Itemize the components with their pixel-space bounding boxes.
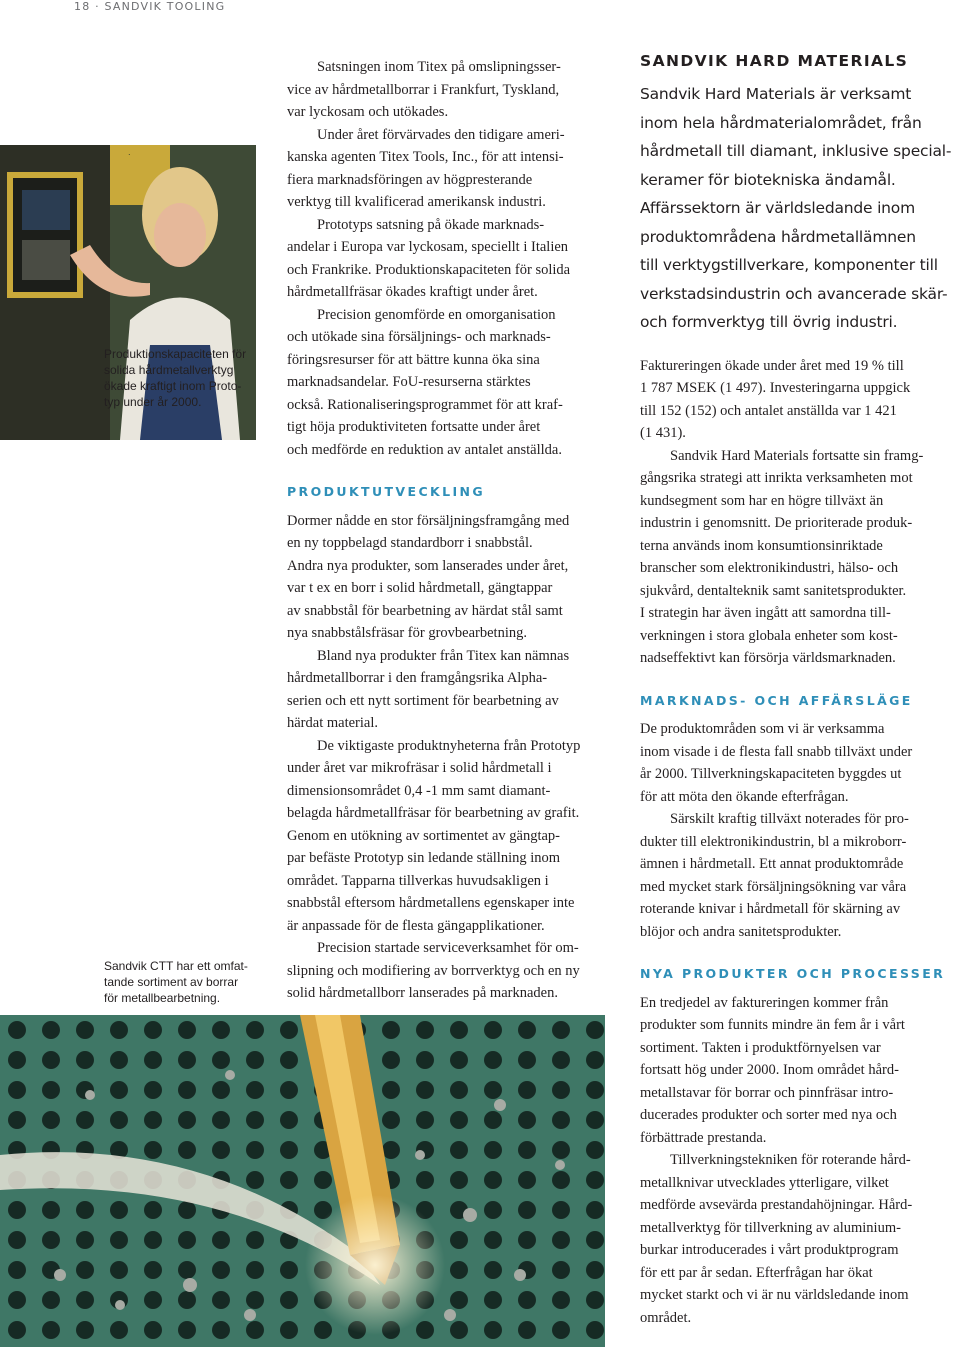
text-line: var t ex en borr i solid hårdmetall, gängtappar <box>287 580 553 596</box>
text-line: hårdmetallborrar i den framgångsrika Alpha- <box>287 670 548 686</box>
text-line: branscher som elektronikindustri, hälso- och <box>640 560 899 576</box>
section-title-sandvik-hard-materials: SANDVIK HARD MATERIALS <box>640 52 909 70</box>
text-line: En tredjedel av faktureringen kommer från <box>640 994 889 1011</box>
text-line: området. Tapparna tillverkas huvudsakligen i <box>287 872 549 889</box>
caption-line: typ under år 2000. <box>104 395 202 409</box>
text-line: Under året förvärvades den tidigare ameri- <box>317 126 565 143</box>
text-line: blöjor och andra sanitetsprodukter. <box>640 923 842 940</box>
text-line: förbättrade prestanda. <box>640 1129 767 1146</box>
section-heading-nya-produkter: NYA PRODUKTER OCH PROCESSER <box>640 966 946 981</box>
paragraph <box>640 355 956 445</box>
intro-line: inom hela hårdmaterialområdet, från <box>640 113 922 132</box>
text-line: med mycket stark försäljningsökning var våra <box>640 878 907 895</box>
text-line: fortsatt hög under 2000. Inom området hård- <box>640 1062 899 1078</box>
text-line: och medförde en reduktion av antalet anställda. <box>287 441 562 458</box>
text-line: Precision startade serviceverksamhet för om- <box>317 940 579 956</box>
text-line: medförde avsevärda prestandahöjningar. Hård- <box>640 1197 913 1213</box>
text-line: sjukvård, dentalteknik samt sanitetsprodukter. <box>640 582 907 599</box>
text-line: dimensionsområdet 0,4 -1 mm samt diamant- <box>287 782 551 799</box>
text-line: De viktigaste produktnyheterna från Prototyp <box>317 737 581 754</box>
top-photo-caption <box>104 346 254 410</box>
text-line: 1 787 MSEK (1 497). Investeringarna uppgick <box>640 380 911 396</box>
text-line: marknadsandelar. FoU-resurserna stärktes <box>287 374 531 390</box>
right-column <box>640 52 956 1329</box>
text-line: produkter som funnits mindre än fem år i vårt <box>640 1017 905 1033</box>
text-line: tigt höja produktiviteten fortsatte under året <box>287 419 541 435</box>
text-line: Satsningen inom Titex på omslipningsser- <box>317 59 561 75</box>
text-line: Bland nya produkter från Titex kan nämnas <box>317 647 570 664</box>
intro-line: till verktygstillverkare, komponenter till <box>640 256 938 274</box>
text-line: serien och ett nytt sortiment för bearbetning av <box>287 692 559 709</box>
text-line: Faktureringen ökade under året med 19 % till <box>640 357 904 374</box>
text-line: för att möta den ökande efterfrågan. <box>640 788 849 805</box>
text-line: under året var mikrofräsar i solid hårdmetall i <box>287 760 552 776</box>
text-line: belagda hårdmetallfräsar för bearbetning av grafit. <box>287 805 580 821</box>
text-line: Sandvik Hard Materials fortsatte sin framg- <box>670 447 924 464</box>
text-line: också. Rationaliseringsprogrammet för att kraf- <box>287 396 563 413</box>
text-line: metallstavar för borrar och pinnfräsar intro- <box>640 1084 894 1101</box>
text-line: Prototyps satsning på ökade marknads- <box>317 216 545 233</box>
paragraph <box>640 808 956 943</box>
page-header: 18 · SANDVIK TOOLING <box>74 0 226 13</box>
text-line: ducerades produkter och sorter med nya och <box>640 1107 897 1123</box>
right-body <box>640 355 956 1330</box>
text-line: De produktområden som vi är verksamma <box>640 721 885 737</box>
caption-line: Produktionskapaciteten för <box>104 347 247 361</box>
section-heading-marknadslage: MARKNADS- OCH AFFÄRSLÄGE <box>640 692 913 708</box>
text-line: Dormer nådde en stor försäljningsframgång med <box>287 512 570 529</box>
paragraph <box>287 510 617 645</box>
paragraph <box>287 56 617 124</box>
text-line: en ny toppbelagd standardborr i snabbstål. <box>287 535 533 551</box>
section-heading-produktutveckling: PRODUKTUTVECKLING <box>287 484 486 499</box>
caption-line: Sandvik CTT har ett omfat- <box>104 959 248 973</box>
text-line: härdat material. <box>287 715 378 731</box>
intro-line: och formverktyg till övrig industri. <box>640 313 898 331</box>
paragraph <box>287 937 617 1005</box>
text-line: nadseffektivt kan försörja världsmarknaden. <box>640 650 896 666</box>
text-line: var lyckosam och utökades. <box>287 104 449 120</box>
text-line: år 2000. Tillverkningskapaciteten byggdes ut <box>640 766 902 782</box>
text-line: slipning och modifiering av borrverktyg och en ny <box>287 962 580 979</box>
text-line: I strategin har även ingått att samordna till- <box>640 605 891 621</box>
caption-line: solida hårdmetallverktyg <box>104 363 234 377</box>
text-line: roterande knivar i hårdmetall för skärning av <box>640 901 901 917</box>
paragraph <box>640 718 956 808</box>
text-line: Precision genomförde en omorganisation <box>317 306 556 323</box>
text-line: ämnen i hårdmetall. Ett annat produktområde <box>640 856 904 872</box>
intro-line: Sandvik Hard Materials är verksamt <box>640 85 912 103</box>
text-line: sortiment. Takten i produktförnyelsen var <box>640 1039 881 1056</box>
text-line: verkningen i stora globala enheter som kost- <box>640 627 898 644</box>
paragraph <box>640 445 956 670</box>
paragraph <box>287 735 617 938</box>
text-line: hårdmetallfräsar ökades kraftigt under året. <box>287 284 538 300</box>
text-line: inom visade i de flesta fall snabb tillväxt under <box>640 743 913 760</box>
intro-text <box>640 80 956 337</box>
text-line: föringsresurser för att bättre kunna öka sina <box>287 351 540 368</box>
middle-column <box>287 56 617 1005</box>
text-line: snabbstål eftersom hårdmetallens egenskaper inte <box>287 895 575 911</box>
text-line: och Frankrike. Produktionskapaciteten för solida <box>287 261 571 278</box>
paragraph <box>287 304 617 462</box>
text-line: till 152 (152) och antalet anställda var 1 421 <box>640 402 897 419</box>
text-line: andelar i Europa var lyckosam, speciellt i Italien <box>287 239 569 255</box>
caption-line: ökade kraftigt inom Proto- <box>104 379 242 393</box>
text-line: Tillverkningstekniken för roterande hård- <box>670 1152 911 1168</box>
intro-line: produktområdena hårdmetallämnen <box>640 227 916 246</box>
paragraph <box>640 1149 956 1329</box>
intro-line: hårdmetall till diamant, inklusive special- <box>640 142 952 160</box>
text-line: terna används inom konsumtionsinriktade <box>640 537 883 554</box>
text-line: gångsrika strategi att inrikta verksamheten mot <box>640 470 913 486</box>
text-line: metallverktyg för tillverkning av aluminium- <box>640 1219 901 1236</box>
text-line: området. <box>640 1309 692 1326</box>
text-line: av snabbstål för bearbetning av härdat stål samt <box>287 602 563 619</box>
drilling-photo <box>0 1015 605 1347</box>
text-line: Genom en utökning av sortimentet av gängtap- <box>287 827 561 844</box>
text-line: mycket starkt och vi är nu världsledande inom <box>640 1287 909 1303</box>
text-line: nya snabbstålsfräsar för grovbearbetning. <box>287 625 527 641</box>
paragraph <box>287 124 617 214</box>
caption-line: för metallbearbetning. <box>104 991 221 1005</box>
intro-line: Affärssektorn är världsledande inom <box>640 199 915 217</box>
text-line: Andra nya produkter, som lanserades under året, <box>287 557 569 574</box>
paragraph <box>640 992 956 1150</box>
text-line: industrin i genomsnitt. De prioriterade produk- <box>640 515 913 531</box>
text-line: kanska agenten Titex Tools, Inc., för att intensi- <box>287 149 564 165</box>
intro-line: verkstadsindustrin och avancerade skär- <box>640 284 948 303</box>
text-line: par befäste Prototyp sin ledande ställning inom <box>287 850 561 866</box>
paragraph <box>287 645 617 735</box>
text-line: och utökade sina försäljnings- och marknads- <box>287 329 551 345</box>
text-line: metallknivar utvecklades ytterligare, vilket <box>640 1174 889 1191</box>
text-line: burkar introducerades i vårt produktprogram <box>640 1242 899 1258</box>
intro-line: keramer för biotekniska ändamål. <box>640 170 896 189</box>
bottom-photo-caption <box>104 958 254 1006</box>
text-line: dukter till elektronikindustrin, bl a mikroborr- <box>640 833 907 850</box>
text-line: Särskilt kraftig tillväxt noterades för pro- <box>670 811 909 827</box>
text-line: kundsegment som har en högre tillväxt än <box>640 492 884 509</box>
drilling-illustration <box>0 1015 605 1347</box>
text-line: är anpassade för de flesta gängapplikationer. <box>287 917 545 934</box>
text-line: (1 431). <box>640 425 686 441</box>
text-line: för ett par år sedan. Efterfrågan har ökat <box>640 1264 873 1281</box>
text-line: solid hårdmetallborr lanserades på marknaden. <box>287 985 558 1001</box>
caption-line: tande sortiment av borrar <box>104 975 239 989</box>
paragraph <box>287 214 617 304</box>
text-line: fiera marknadsföringen av högpresterande <box>287 171 533 188</box>
text-line: vice av hårdmetallborrar i Frankfurt, Tyskland, <box>287 81 560 98</box>
svg-text:.: . <box>128 148 131 157</box>
text-line: verktyg till kvalificerad amerikansk industri. <box>287 194 546 210</box>
